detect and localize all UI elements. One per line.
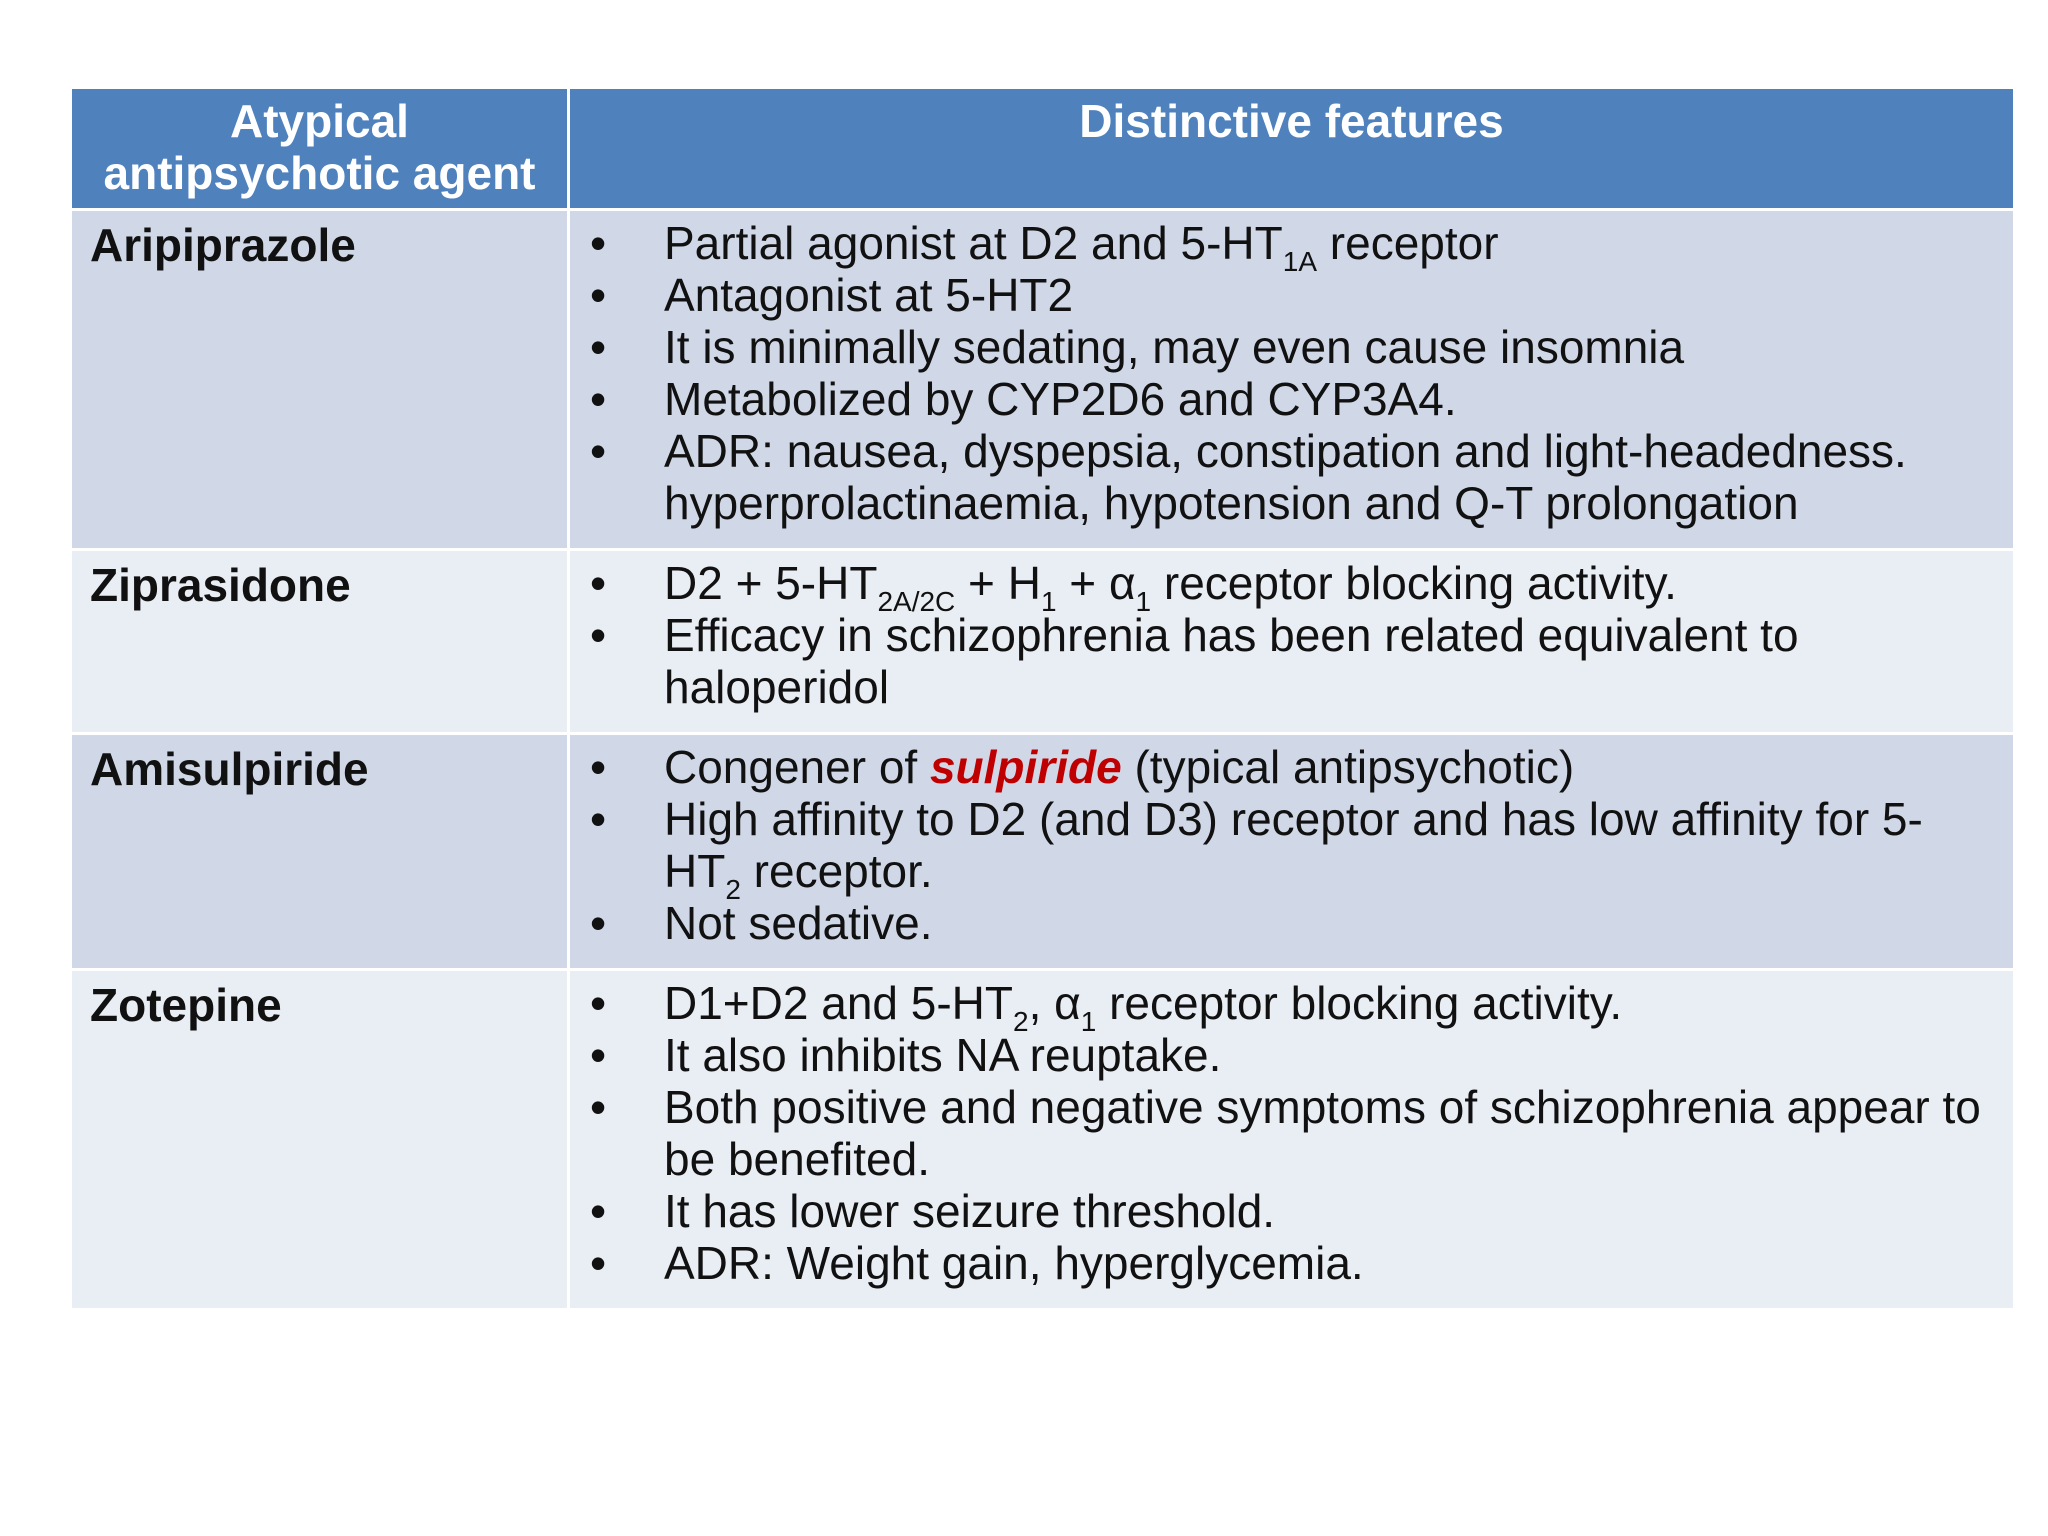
feature-item: • Not sedative.: [590, 897, 933, 949]
feature-item: • It also inhibits NA reuptake.: [590, 1029, 1222, 1081]
feature-item: • High affinity to D2 (and D3) receptor and has low affinity for $5-HT_2$ receptor.: [590, 793, 1923, 905]
table-row: [71, 734, 2015, 970]
feature-item: • Both positive and negative symptoms of schizophrenia appear to be benefited.: [590, 1081, 1981, 1185]
antipsychotic-table: [69, 86, 2016, 1311]
bullet: •: [590, 793, 607, 845]
bullet: •: [590, 897, 607, 949]
agent-name: Amisulpiride: [71, 734, 569, 970]
bullet: •: [590, 269, 607, 321]
bullet: •: [590, 1029, 607, 1081]
bullet: •: [590, 373, 607, 425]
highlighted-term: sulpiride: [929, 741, 1122, 793]
bullet: •: [590, 321, 607, 373]
feature-item: • It is minimally sedating, may even cause insomnia: [590, 321, 1685, 373]
table-header-row: [71, 88, 2015, 210]
feature-item: • $D2 + 5-HT_{2A/2C} + H_1 + \alpha_1$ receptor blocking activity.: [590, 557, 1677, 617]
bullet: •: [590, 425, 607, 477]
feature-item: • Congener of sulpiride (typical antipsychotic): [590, 741, 1575, 793]
feature-list: [590, 741, 1989, 949]
bullet: •: [590, 217, 607, 269]
feature-list: [590, 557, 1989, 713]
header-features: Distinctive features: [569, 88, 2015, 210]
bullet: •: [590, 557, 607, 609]
bullet: •: [590, 609, 607, 661]
feature-cell: [569, 970, 2015, 1310]
feature-item: • Metabolized by CYP2D6 and CYP3A4.: [590, 373, 1457, 425]
feature-item: • Efficacy in schizophrenia has been related equivalent to haloperidol: [590, 609, 1799, 713]
agent-name: Zotepine: [71, 970, 569, 1310]
table-row: [71, 550, 2015, 734]
feature-cell: [569, 210, 2015, 550]
header-agent: Atypical antipsychotic agent: [71, 88, 569, 210]
table-row: [71, 210, 2015, 550]
agent-name: Aripiprazole: [71, 210, 569, 550]
feature-item: • Antagonist at 5-HT2: [590, 269, 1074, 321]
bullet: •: [590, 741, 607, 793]
feature-item: • Partial agonist at D2 and $5-HT_{1A}$ receptor: [590, 217, 1499, 277]
feature-list: [590, 977, 1989, 1289]
feature-list: [590, 217, 1989, 529]
table-row: [71, 970, 2015, 1310]
agent-name: Ziprasidone: [71, 550, 569, 734]
bullet: •: [590, 977, 607, 1029]
bullet: •: [590, 1237, 607, 1289]
bullet: •: [590, 1185, 607, 1237]
bullet: •: [590, 1081, 607, 1133]
feature-cell: [569, 550, 2015, 734]
feature-item: • ADR: Weight gain, hyperglycemia.: [590, 1237, 1364, 1289]
feature-item: • D1+D2 and $5-HT_2$, $\alpha_1$ receptor blocking activity.: [590, 977, 1623, 1037]
feature-item: • ADR: nausea, dyspepsia, constipation and light-headedness. hyperprolactinaemia, hypotension and Q-T prolongation: [590, 425, 1907, 529]
feature-item: • It has lower seizure threshold.: [590, 1185, 1276, 1237]
feature-cell: [569, 734, 2015, 970]
